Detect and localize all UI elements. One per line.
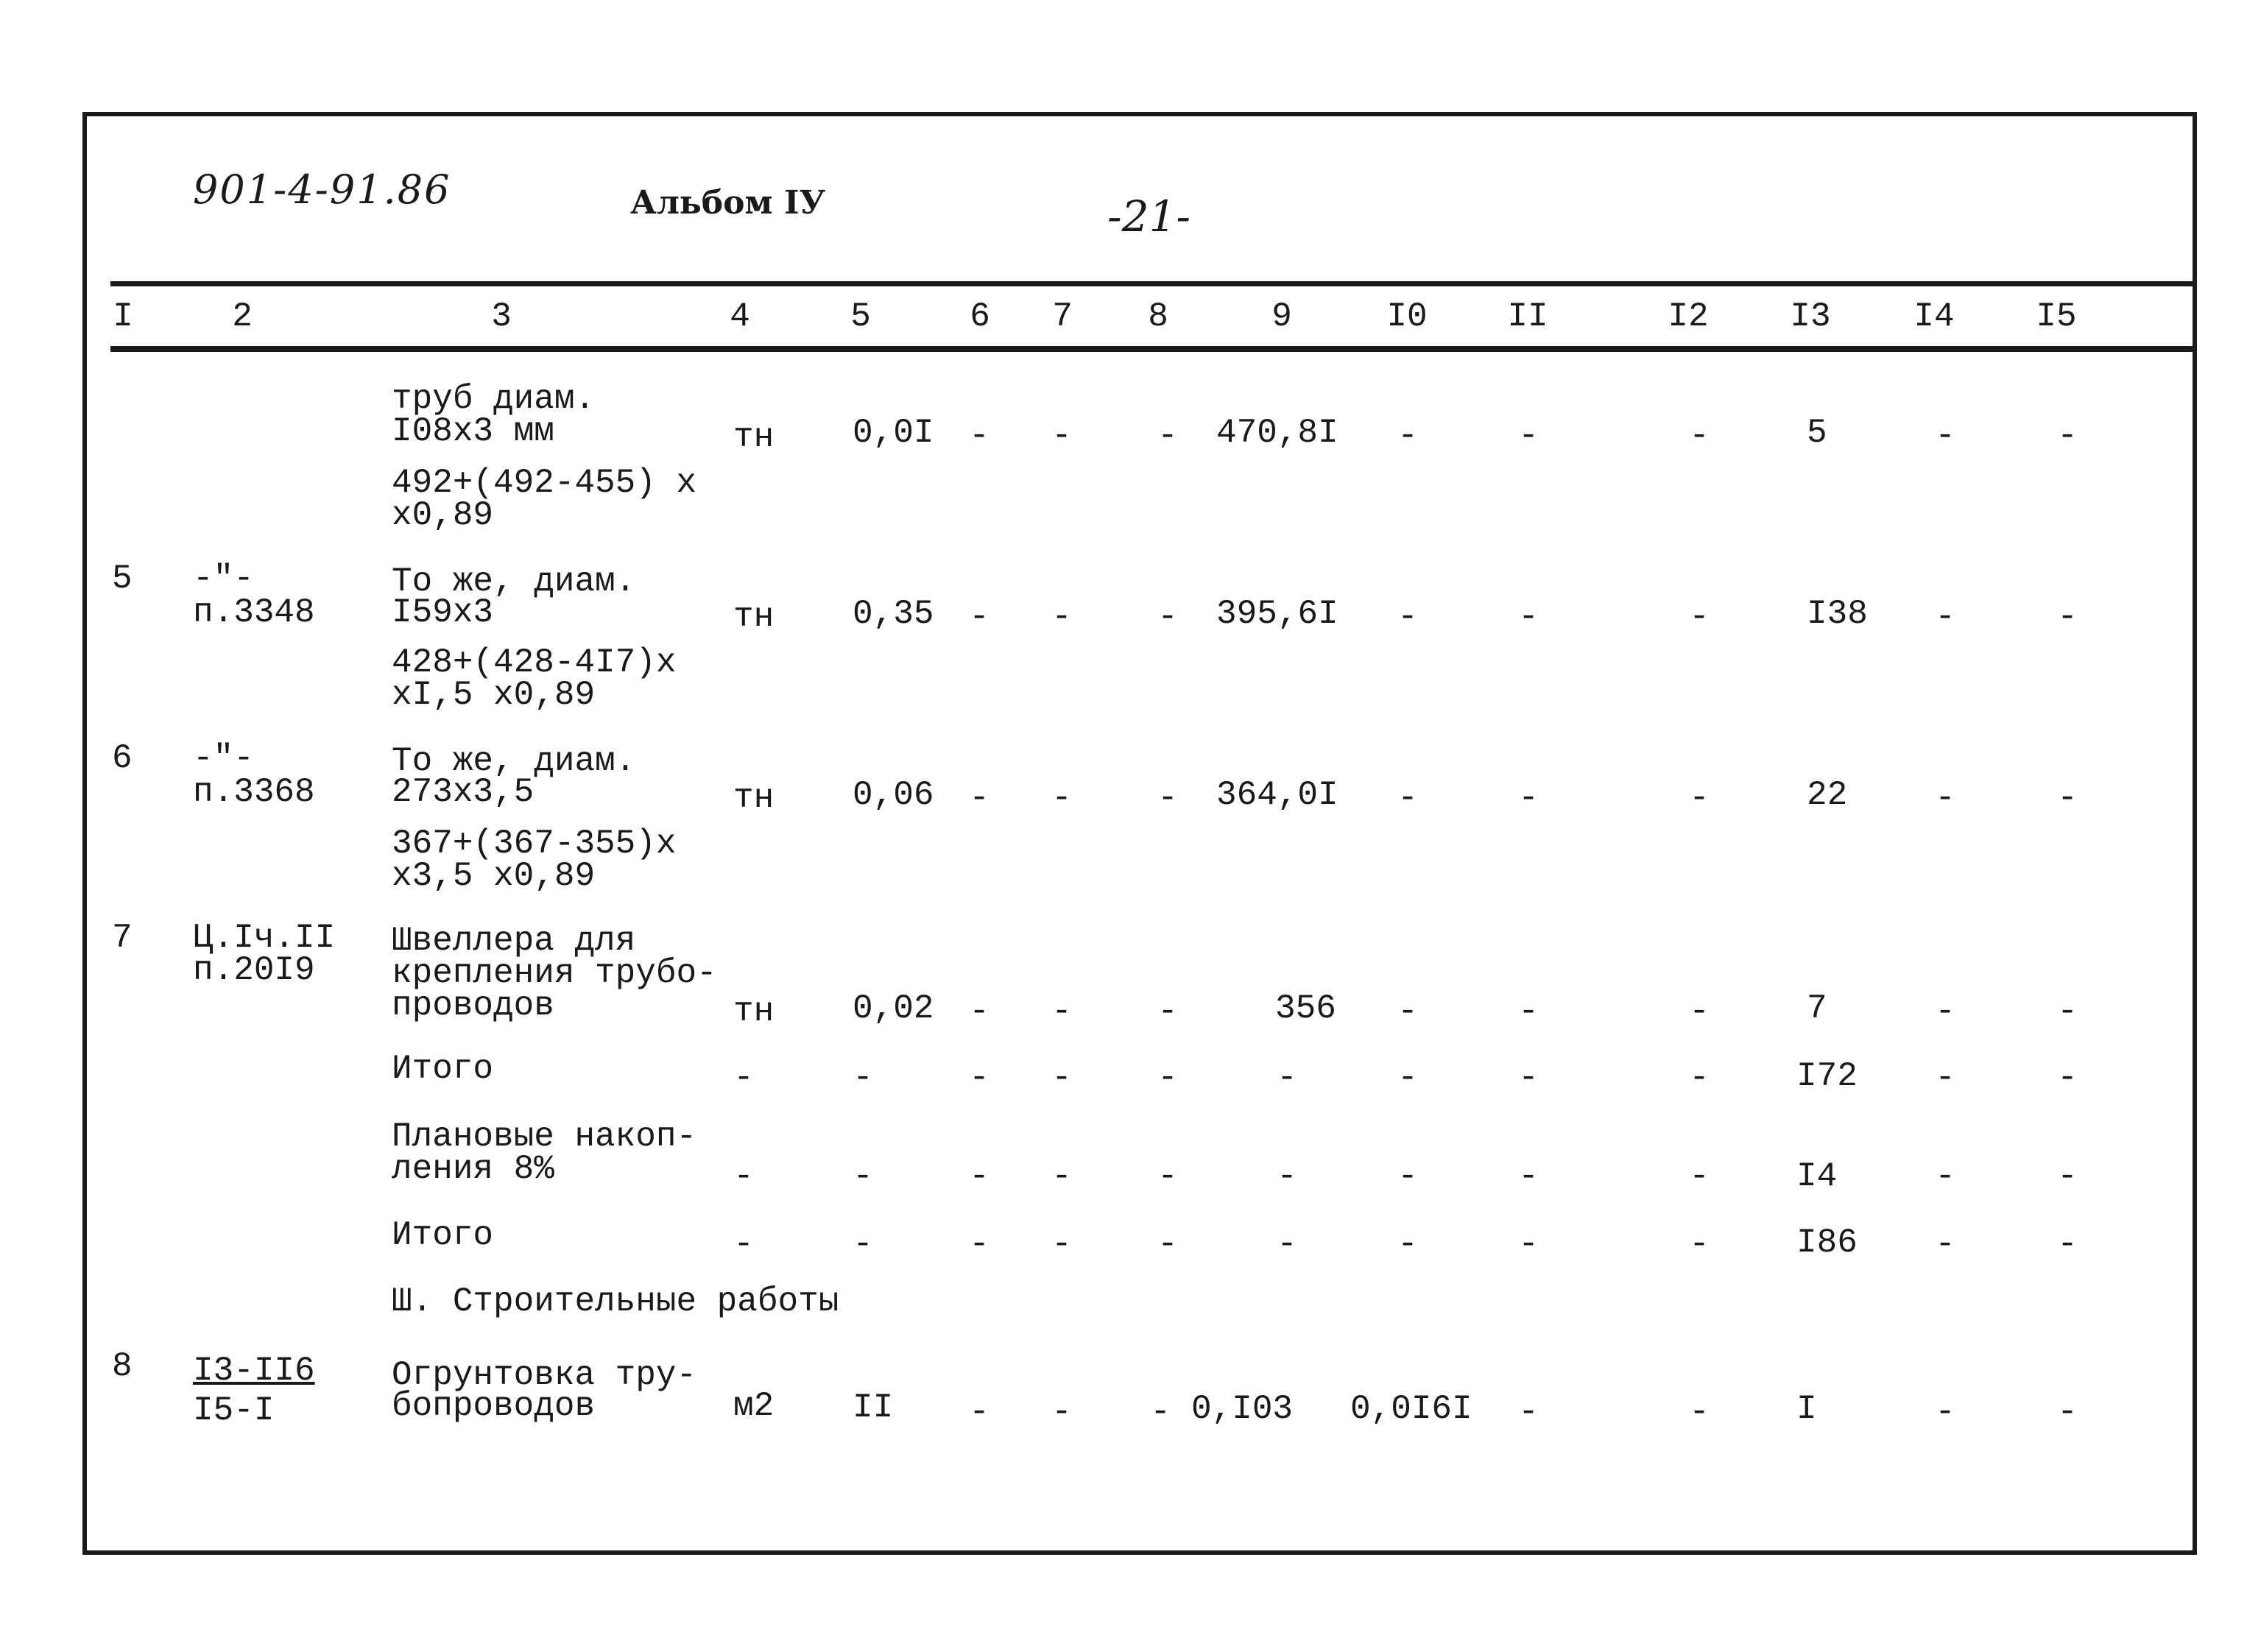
total-2-col13: I4: [1796, 1157, 1838, 1196]
total-3-col11: -: [1518, 1225, 1539, 1263]
row-0-col10: -: [1397, 417, 1418, 455]
row-5-number: 5: [112, 560, 133, 598]
row-5-col8: -: [1157, 598, 1178, 636]
row-7-unit: тн: [733, 992, 775, 1031]
total-1-col11: -: [1518, 1059, 1539, 1097]
row-6-col10: -: [1397, 779, 1418, 817]
row-7-col13: 7: [1807, 989, 1827, 1028]
row-6-col9: 364,0I: [1216, 776, 1338, 814]
row-5-col9: 395,6I: [1216, 595, 1338, 633]
total-3-col9: -: [1277, 1225, 1297, 1263]
row-8-col14: -: [1935, 1393, 1955, 1431]
row-0-col12: -: [1689, 417, 1710, 455]
column-number: 9: [1271, 297, 1292, 336]
row-5-name-line-4: хI,5 х0,89: [392, 676, 596, 714]
total-1-col12: -: [1689, 1059, 1710, 1097]
total-1-col5: -: [853, 1059, 873, 1097]
total-3-col13: I86: [1796, 1224, 1858, 1262]
total-2-label-line-1: Плановые накоп-: [392, 1118, 697, 1156]
column-number: 6: [970, 297, 990, 336]
row-8-unit: м2: [733, 1387, 775, 1425]
header-rule-top: [110, 281, 2193, 286]
column-number: I5: [2036, 297, 2077, 336]
row-0-col11: -: [1518, 417, 1539, 455]
row-7-name-line-3: проводов: [392, 986, 554, 1025]
row-0-unit: тн: [733, 418, 775, 456]
row-0-name-line-4: х0,89: [392, 496, 494, 534]
row-6-col8: -: [1157, 779, 1178, 817]
row-7-col11: -: [1518, 992, 1539, 1031]
total-3-col8: -: [1157, 1225, 1178, 1263]
total-3-col7: -: [1051, 1225, 1072, 1263]
row-0-col13: 5: [1807, 414, 1827, 452]
total-3-col12: -: [1689, 1225, 1710, 1263]
row-8-col13: I: [1796, 1390, 1817, 1428]
row-8-col8: -: [1150, 1393, 1171, 1431]
row-0-name-line-2: I08х3 мм: [392, 412, 554, 451]
column-number: 8: [1148, 297, 1168, 336]
row-7-col6: -: [969, 992, 990, 1031]
row-5-name-line-3: 428+(428-4I7)х: [392, 643, 677, 682]
column-number: I3: [1790, 297, 1831, 336]
column-number: 3: [491, 297, 512, 336]
column-number: I: [113, 297, 133, 336]
row-5-qty: 0,35: [853, 595, 934, 633]
row-6-col12: -: [1689, 779, 1710, 817]
column-number: 5: [850, 297, 871, 336]
row-5-col14: -: [1935, 598, 1955, 636]
row-7-name-line-1: Швеллера для: [392, 922, 636, 960]
row-7-col14: -: [1935, 992, 1955, 1031]
row-7-col12: -: [1689, 992, 1710, 1031]
row-0-col8: -: [1157, 417, 1178, 455]
row-8-number: 8: [112, 1347, 133, 1386]
row-7-number: 7: [112, 919, 133, 957]
row-5-col11: -: [1518, 598, 1539, 636]
row-8-col9: 0,I03: [1191, 1390, 1294, 1428]
row-5-col6: -: [969, 598, 990, 636]
total-1-col7: -: [1051, 1059, 1072, 1097]
row-7-col15: -: [2057, 992, 2078, 1031]
total-1-col8: -: [1157, 1059, 1178, 1097]
total-2-col5: -: [853, 1157, 873, 1196]
row-6-code-line-1: -"-: [193, 739, 254, 777]
row-8-col11: -: [1518, 1393, 1539, 1431]
total-3-col5: -: [853, 1225, 873, 1263]
total-2-label-line-2: ления 8%: [392, 1150, 554, 1188]
row-6-unit: тн: [733, 779, 775, 817]
total-3-label: Итого: [392, 1216, 494, 1254]
row-7-code-line-2: п.20I9: [193, 951, 315, 989]
row-5-name-line-1: То же, диам.: [392, 562, 636, 601]
total-2-col9: -: [1277, 1157, 1297, 1196]
row-7-col10: -: [1397, 992, 1418, 1031]
column-number: 7: [1052, 297, 1073, 336]
column-number: II: [1507, 297, 1548, 336]
total-3-col10: -: [1397, 1225, 1418, 1263]
row-5-col7: -: [1051, 598, 1072, 636]
total-3-col14: -: [1935, 1225, 1955, 1263]
total-2-col15: -: [2057, 1157, 2078, 1196]
total-2-col10: -: [1397, 1157, 1418, 1196]
row-0-col6: -: [969, 417, 990, 455]
total-1-col10: -: [1397, 1059, 1418, 1097]
total-3-col4: -: [733, 1225, 754, 1263]
header-rule-bottom: [110, 346, 2193, 352]
row-6-col11: -: [1518, 779, 1539, 817]
total-1-col14: -: [1935, 1059, 1955, 1097]
row-5-name-line-2: I59х3: [392, 593, 494, 632]
column-number: 4: [730, 297, 750, 336]
row-7-code-line-1: Ц.Iч.II: [193, 919, 336, 957]
row-0-col7: -: [1051, 417, 1072, 455]
row-5-unit: тн: [733, 598, 775, 636]
row-7-col9: 356: [1275, 989, 1336, 1028]
row-6-name-line-1: То же, диам.: [392, 742, 636, 780]
row-6-col15: -: [2057, 779, 2078, 817]
row-0-col9: 470,8I: [1216, 414, 1338, 452]
row-7-col8: -: [1157, 992, 1178, 1031]
row-6-col14: -: [1935, 779, 1955, 817]
column-number: 2: [232, 297, 253, 336]
row-7-qty: 0,02: [853, 989, 934, 1028]
row-8-col7: -: [1051, 1393, 1072, 1431]
row-5-code-line-2: п.3348: [193, 593, 315, 632]
row-5-col15: -: [2057, 598, 2078, 636]
column-number: I0: [1386, 297, 1428, 336]
row-8-col15: -: [2057, 1393, 2078, 1431]
row-7-name-line-2: крепления трубо-: [392, 954, 717, 992]
row-0-name-line-3: 492+(492-455) х: [392, 464, 697, 502]
row-0-name-line-1: труб диам.: [392, 380, 596, 418]
row-7-col7: -: [1051, 992, 1072, 1031]
total-1-col9: -: [1277, 1059, 1297, 1097]
row-8-name-line-2: бопроводов: [392, 1387, 596, 1425]
row-5-col13: I38: [1807, 595, 1868, 633]
row-5-code-line-1: -"-: [193, 560, 254, 598]
total-2-col4: -: [733, 1157, 754, 1196]
row-6-name-line-4: х3,5 х0,89: [392, 857, 596, 895]
document-code: 901-4-91.86: [193, 166, 451, 213]
total-3-col6: -: [969, 1225, 990, 1263]
row-6-name-line-2: 273х3,5: [392, 773, 535, 811]
page-number: -21-: [1107, 191, 1191, 241]
row-5-col12: -: [1689, 598, 1710, 636]
row-0-qty: 0,0I: [853, 414, 934, 452]
total-2-col7: -: [1051, 1157, 1072, 1196]
total-2-col8: -: [1157, 1157, 1178, 1196]
row-6-col13: 22: [1807, 776, 1848, 814]
column-number: I2: [1668, 297, 1709, 336]
row-0-col14: -: [1935, 417, 1955, 455]
total-1-col15: -: [2057, 1059, 2078, 1097]
row-8-code-line-2: I5-I: [193, 1391, 275, 1430]
section-title: Ш. Строительные работы: [392, 1282, 839, 1321]
total-3-col15: -: [2057, 1225, 2078, 1263]
row-8-col6: -: [969, 1393, 990, 1431]
row-8-col10: 0,0I6I: [1350, 1390, 1472, 1428]
row-6-code-line-2: п.3368: [193, 773, 315, 811]
row-0-col15: -: [2057, 417, 2078, 455]
row-6-col6: -: [969, 779, 990, 817]
total-2-col12: -: [1689, 1157, 1710, 1196]
column-number: I4: [1913, 297, 1955, 336]
row-8-qty: II: [853, 1388, 894, 1427]
album-label: Альбом IУ: [630, 184, 826, 222]
row-8-code-line-1: I3-II6: [193, 1352, 315, 1390]
row-6-name-line-3: 367+(367-355)х: [392, 825, 677, 863]
total-2-col11: -: [1518, 1157, 1539, 1196]
row-8-name-line-1: Огрунтовка тру-: [392, 1356, 697, 1394]
row-6-number: 6: [112, 739, 133, 777]
total-2-col14: -: [1935, 1157, 1955, 1196]
total-2-col6: -: [969, 1157, 990, 1196]
row-6-col7: -: [1051, 779, 1072, 817]
row-8-col12: -: [1689, 1393, 1710, 1431]
total-1-col6: -: [969, 1059, 990, 1097]
total-1-label: Итого: [392, 1050, 494, 1088]
total-1-col13: I72: [1796, 1057, 1858, 1095]
row-5-col10: -: [1397, 598, 1418, 636]
row-6-qty: 0,06: [853, 776, 934, 814]
total-1-col4: -: [733, 1059, 754, 1097]
